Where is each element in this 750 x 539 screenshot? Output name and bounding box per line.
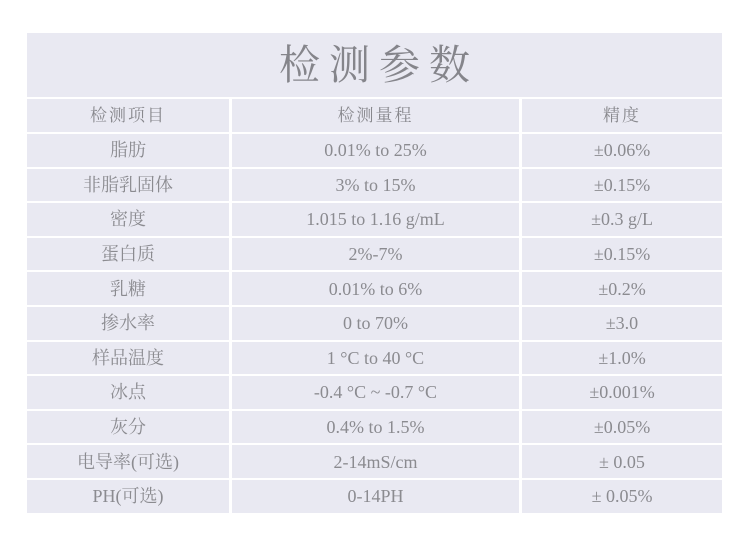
precision-cell: ±0.06% [522, 134, 722, 167]
range-cell: -0.4 °C ~ -0.7 °C [232, 376, 519, 409]
range-cell: 0-14PH [232, 480, 519, 513]
item-cell: 掺水率 [27, 307, 229, 340]
detection-parameters-table [27, 33, 722, 513]
precision-cell: ± 0.05% [522, 480, 722, 513]
item-cell: 非脂乳固体 [27, 169, 229, 202]
item-cell: 蛋白质 [27, 238, 229, 271]
item-cell: 脂肪 [27, 134, 229, 167]
item-cell: 样品温度 [27, 342, 229, 375]
range-cell: 1.015 to 1.16 g/mL [232, 203, 519, 236]
precision-cell: ±0.2% [522, 272, 722, 305]
table-title: 检测参数 [27, 33, 722, 97]
range-cell: 3% to 15% [232, 169, 519, 202]
precision-cell: ±0.15% [522, 238, 722, 271]
range-cell: 0.01% to 25% [232, 134, 519, 167]
range-cell: 0.01% to 6% [232, 272, 519, 305]
item-cell: 密度 [27, 203, 229, 236]
column-header-range: 检测量程 [232, 99, 519, 132]
item-cell: 冰点 [27, 376, 229, 409]
range-cell: 2-14mS/cm [232, 445, 519, 478]
precision-cell: ±1.0% [522, 342, 722, 375]
precision-cell: ±0.001% [522, 376, 722, 409]
precision-cell: ±0.15% [522, 169, 722, 202]
precision-cell: ± 0.05 [522, 445, 722, 478]
column-header-item: 检测项目 [27, 99, 229, 132]
range-cell: 0 to 70% [232, 307, 519, 340]
column-header-precision: 精度 [522, 99, 722, 132]
precision-cell: ±0.05% [522, 411, 722, 444]
range-cell: 2%-7% [232, 238, 519, 271]
range-cell: 0.4% to 1.5% [232, 411, 519, 444]
range-cell: 1 °C to 40 °C [232, 342, 519, 375]
item-cell: 灰分 [27, 411, 229, 444]
precision-cell: ±3.0 [522, 307, 722, 340]
precision-cell: ±0.3 g/L [522, 203, 722, 236]
item-cell: 乳糖 [27, 272, 229, 305]
item-cell: 电导率(可选) [27, 445, 229, 478]
item-cell: PH(可选) [27, 480, 229, 513]
